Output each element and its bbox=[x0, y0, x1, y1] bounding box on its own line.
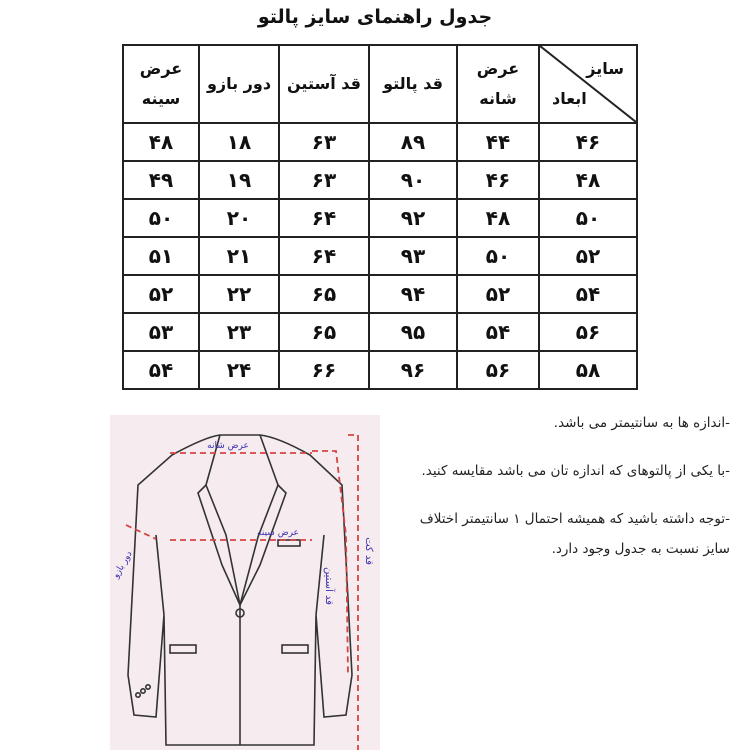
size-cell: ۴۶ bbox=[539, 123, 637, 161]
value-cell: ۹۶ bbox=[369, 351, 457, 389]
value-cell: ۲۲ bbox=[199, 275, 279, 313]
size-cell: ۵۶ bbox=[539, 313, 637, 351]
length-line bbox=[348, 435, 358, 750]
value-cell: ۵۶ bbox=[457, 351, 539, 389]
size-cell: ۴۸ bbox=[539, 161, 637, 199]
arm-label: دور بازو bbox=[111, 549, 135, 581]
note-item: -اندازه ها به سانتیمتر می باشد. bbox=[553, 415, 730, 431]
value-cell: ۶۳ bbox=[279, 161, 369, 199]
column-header: عرض شانه bbox=[457, 45, 539, 123]
value-cell: ۵۰ bbox=[457, 237, 539, 275]
value-cell: ۹۵ bbox=[369, 313, 457, 351]
value-cell: ۵۴ bbox=[457, 313, 539, 351]
value-cell: ۹۲ bbox=[369, 199, 457, 237]
value-cell: ۵۴ bbox=[123, 351, 199, 389]
value-cell: ۴۴ bbox=[457, 123, 539, 161]
shoulder-label: عرض شانه bbox=[207, 441, 249, 451]
value-cell: ۴۸ bbox=[123, 123, 199, 161]
table-row bbox=[123, 199, 637, 237]
length-label: قد کت bbox=[363, 537, 374, 565]
value-cell: ۱۹ bbox=[199, 161, 279, 199]
corner-label-dimensions: ابعاد bbox=[552, 89, 587, 108]
value-cell: ۶۵ bbox=[279, 275, 369, 313]
value-cell: ۵۳ bbox=[123, 313, 199, 351]
column-header: قد پالتو bbox=[369, 45, 457, 123]
value-cell: ۹۳ bbox=[369, 237, 457, 275]
value-cell: ۲۴ bbox=[199, 351, 279, 389]
note-item: -توجه داشته باشید که همیشه احتمال ۱ سانتیمتر اختلاف سایز نسبت به جدول وجود دارد. bbox=[419, 511, 730, 557]
value-cell: ۴۸ bbox=[457, 199, 539, 237]
sleeve-label: قد آستین bbox=[323, 566, 334, 605]
notes-section bbox=[395, 408, 730, 582]
table-row bbox=[123, 275, 637, 313]
value-cell: ۶۳ bbox=[279, 123, 369, 161]
value-cell: ۶۵ bbox=[279, 313, 369, 351]
coat-measurement-illustration bbox=[110, 415, 380, 750]
value-cell: ۴۶ bbox=[457, 161, 539, 199]
value-cell: ۶۴ bbox=[279, 199, 369, 237]
table-row bbox=[123, 161, 637, 199]
size-cell: ۵۰ bbox=[539, 199, 637, 237]
value-cell: ۵۲ bbox=[457, 275, 539, 313]
value-cell: ۹۴ bbox=[369, 275, 457, 313]
size-cell: ۵۴ bbox=[539, 275, 637, 313]
page-title: جدول راهنمای سایز پالتو bbox=[257, 6, 493, 28]
coat-outline bbox=[128, 435, 352, 745]
value-cell: ۲۰ bbox=[199, 199, 279, 237]
table-row bbox=[123, 313, 637, 351]
size-cell: ۵۸ bbox=[539, 351, 637, 389]
note-item: -با یکی از پالتوهای که اندازه تان می باشد مقایسه کنید. bbox=[421, 463, 730, 479]
table-row bbox=[123, 351, 637, 389]
arm-line bbox=[126, 525, 156, 539]
value-cell: ۹۰ bbox=[369, 161, 457, 199]
value-cell: ۵۱ bbox=[123, 237, 199, 275]
coat-diagram bbox=[110, 415, 380, 750]
value-cell: ۶۴ bbox=[279, 237, 369, 275]
table-row bbox=[123, 123, 637, 161]
table-corner-cell bbox=[539, 45, 637, 123]
value-cell: ۴۹ bbox=[123, 161, 199, 199]
column-header: عرض سینه bbox=[123, 45, 199, 123]
value-cell: ۵۰ bbox=[123, 199, 199, 237]
corner-label-size: سایز bbox=[586, 59, 624, 78]
table-header-row bbox=[123, 45, 637, 123]
column-header: قد آستین bbox=[279, 45, 369, 123]
value-cell: ۱۸ bbox=[199, 123, 279, 161]
value-cell: ۲۱ bbox=[199, 237, 279, 275]
value-cell: ۶۶ bbox=[279, 351, 369, 389]
chest-label: عرض سینه bbox=[257, 528, 299, 538]
size-guide-table bbox=[122, 44, 638, 390]
value-cell: ۵۲ bbox=[123, 275, 199, 313]
value-cell: ۲۳ bbox=[199, 313, 279, 351]
size-cell: ۵۲ bbox=[539, 237, 637, 275]
column-header: دور بازو bbox=[199, 45, 279, 123]
table-row bbox=[123, 237, 637, 275]
value-cell: ۸۹ bbox=[369, 123, 457, 161]
